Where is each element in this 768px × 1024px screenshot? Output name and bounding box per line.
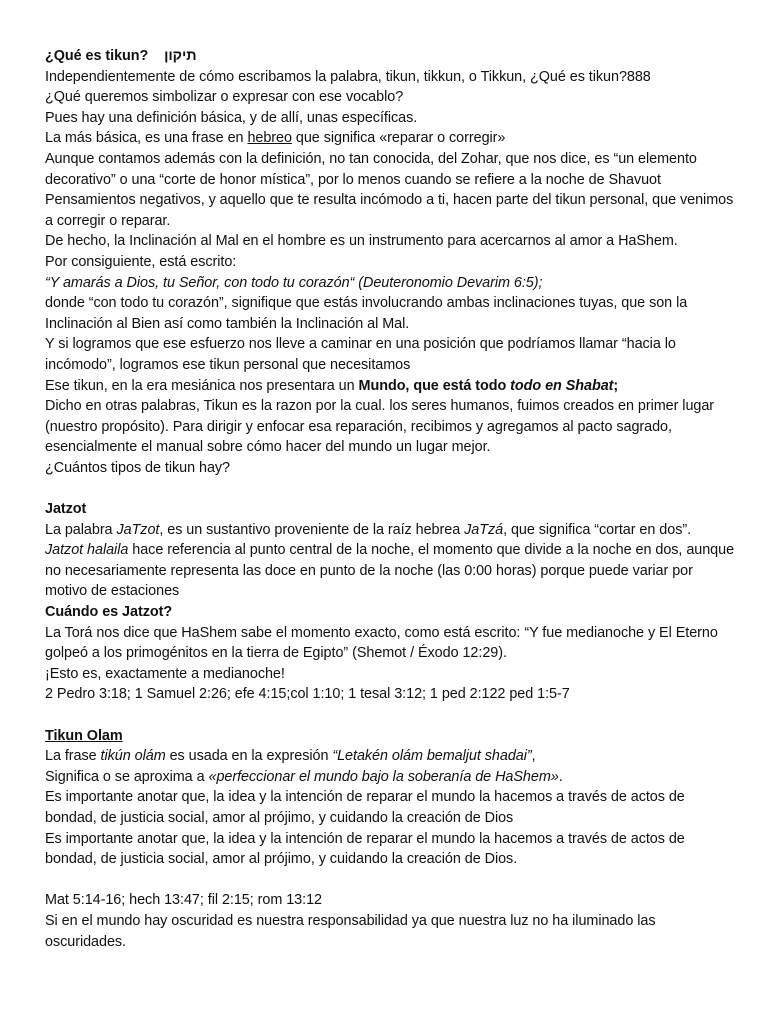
paragraph: Independientemente de cómo escribamos la palabra, tikun, tikkun, o Tikkun, ¿Qué es tikun?888: [45, 68, 651, 85]
spacer: [45, 870, 735, 891]
paragraph: Por consiguiente, está escrito:: [45, 253, 237, 270]
paragraph: De hecho, la Inclinación al Mal en el hombre es un instrumento para acercarnos al amor a HaShem.: [45, 233, 678, 250]
paragraph: ¡Esto es, exactamente a medianoche!: [45, 665, 285, 682]
paragraph: La más básica, es una frase en hebreo que significa «reparar o corregir»: [45, 130, 506, 147]
scripture-references: Mat 5:14-16; hech 13:47; fil 2:15; rom 13:12: [45, 892, 322, 909]
paragraph: ¿Cuántos tipos de tikun hay?: [45, 459, 230, 476]
section-heading-jatzot: Jatzot: [45, 501, 87, 518]
intro-question-title: ¿Qué es tikun?: [45, 48, 149, 64]
paragraph: Si en el mundo hay oscuridad es nuestra responsabilidad ya que nuestra luz no ha iluminado las oscuridades.: [45, 912, 656, 950]
paragraph: donde “con todo tu corazón”, signifique que estás involucrando ambas inclinaciones tuyas, que son la Inclinación al Bien así como también la Inclinación al Mal.: [45, 295, 688, 332]
scripture-quote: “Y amarás a Dios, tu Señor, con todo tu corazón“ (Deuteronomio Devarim 6:5);: [45, 274, 543, 291]
paragraph: Es importante anotar que, la idea y la intención de reparar el mundo la hacemos a través de actos de bondad, de justicia social, amor al prójimo, y cuidando la creación de Dios.: [45, 830, 685, 868]
section-heading-tikun-olam: Tikun Olam: [45, 727, 123, 744]
paragraph: Dicho en otras palabras, Tikun es la razon por la cual. los seres humanos, fuimos creados en primer lugar (nuestro propósito). Para dirigir y enfocar esa reparación, recibimos y agregamos al pacto sagrado, esencialmente el manual sobre cómo hacer del mundo un lugar mejor.: [45, 398, 715, 456]
hebrew-word-tikun: תיקון: [164, 48, 197, 64]
subheading-cuando-es-jatzot: Cuándo es Jatzot?: [45, 604, 173, 621]
paragraph: Significa o se aproxima a «perfeccionar el mundo bajo la soberanía de HaShem».: [45, 768, 563, 785]
paragraph: Pensamientos negativos, y aquello que te resulta incómodo a ti, hacen parte del tikun personal, que venimos a corregir o reparar.: [45, 192, 734, 229]
paragraph: La Torá nos dice que HaShem sabe el momento exacto, como está escrito: “Y fue medianoche y El Eterno golpeó a los primogénitos en la tierra de Egipto” (Shemot / Éxodo 12:29).: [45, 624, 718, 662]
paragraph: La frase tikún olám es usada en la expresión “Letakén olám bemaljut shadai”,: [45, 748, 536, 765]
paragraph: Ese tikun, en la era mesiánica nos presentara un Mundo, que está todo todo en Shabat;: [45, 377, 619, 394]
scripture-references: 2 Pedro 3:18; 1 Samuel 2:26; efe 4:15;col 1:10; 1 tesal 3:12; 1 ped 2:122 ped 1:5-7: [45, 686, 570, 703]
paragraph: Aunque contamos además con la definición, no tan conocida, del Zohar, que nos dice, es “un elemento decorativo” o una “corte de honor mística”, por lo menos cuando se refiere a la noche de Shavuot: [45, 150, 697, 188]
paragraph: La palabra JaTzot, es un sustantivo proveniente de la raíz hebrea JaTzá, que significa “cortar en dos”.: [45, 521, 692, 538]
document-page: [45, 46, 735, 952]
hebreo-link[interactable]: hebreo: [247, 130, 292, 147]
spacer: [45, 705, 735, 726]
paragraph: Pues hay una definición básica, y de allí, unas específicas.: [45, 109, 418, 126]
paragraph: Jatzot halaila hace referencia al punto central de la noche, el momento que divide a la noche en dos, aunque no necesariamente representa las doce en punto de la noche (las 0:00 horas) porque puede variar por motivo de estaciones: [45, 542, 735, 600]
intro-question-line: [45, 46, 735, 67]
paragraph: Es importante anotar que, la idea y la intención de reparar el mundo la hacemos a través de actos de bondad, de justicia social, amor al prójimo, y cuidando la creación de Dios: [45, 789, 685, 826]
paragraph: ¿Qué queremos simbolizar o expresar con ese vocablo?: [45, 89, 404, 106]
paragraph: Y si logramos que ese esfuerzo nos lleve a caminar en una posición que podríamos llamar “hacia lo incómodo”, logramos ese tikun personal que necesitamos: [45, 336, 676, 373]
spacer: [45, 478, 735, 499]
